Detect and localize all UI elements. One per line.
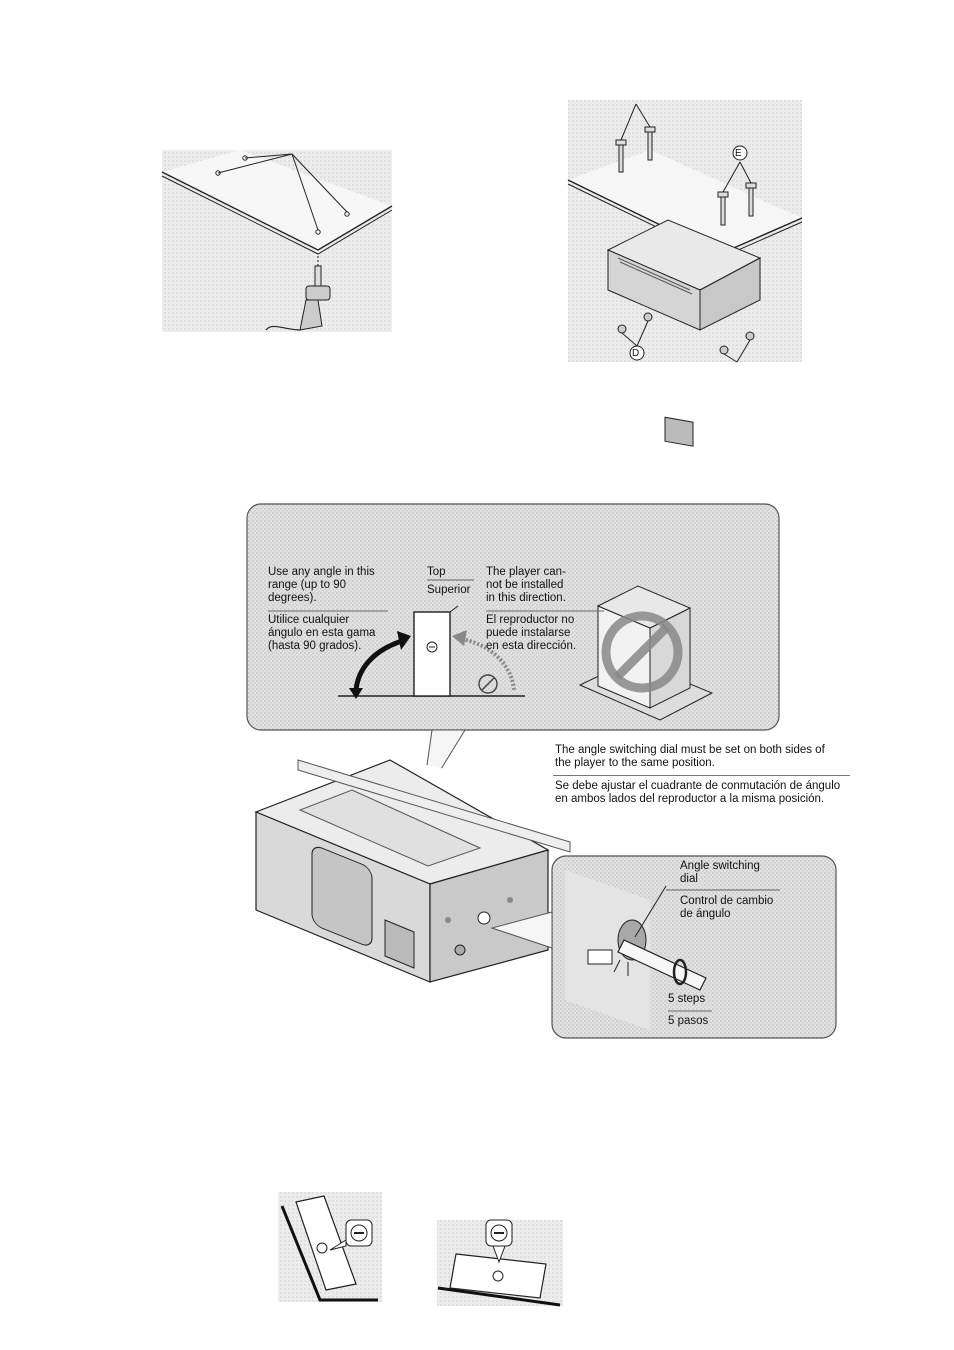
drill-figure — [162, 150, 392, 332]
steps-es: 5 pasos — [668, 1015, 709, 1027]
tilted-left-figure — [278, 1192, 382, 1302]
use-any-angle-es: Utilice cualquier ángulo en esta gama (hasta 90 grados). — [268, 614, 376, 652]
top-label-es: Superior — [427, 584, 471, 596]
cannot-install-es: El reproductor no puede instalarse en esta dirección. — [486, 614, 577, 652]
label-d: D — [632, 348, 640, 359]
cannot-install-en: The player can- not be installed in this direction. — [486, 566, 566, 604]
label-e: E — [735, 148, 742, 159]
dial-note-es: Se debe ajustar el cuadrante de conmutación de ángulo en ambos lados del reproductor a la misma posición. — [555, 780, 841, 805]
steps-en: 5 steps — [668, 993, 706, 1005]
dial-note-rule — [553, 775, 850, 776]
player-unit — [256, 758, 570, 982]
top-label-en: Top — [427, 566, 446, 578]
dial-note-en: The angle switching dial must be set on both sides of the player to the same position. — [555, 744, 825, 769]
mounting-figure — [568, 100, 802, 446]
dial-label-es: Control de cambio de ángulo — [680, 895, 774, 920]
use-any-angle-en: Use any angle in this range (up to 90 degrees). — [268, 566, 375, 604]
tilted-right-figure — [437, 1220, 563, 1306]
dial-label-en: Angle switching dial — [680, 860, 760, 885]
